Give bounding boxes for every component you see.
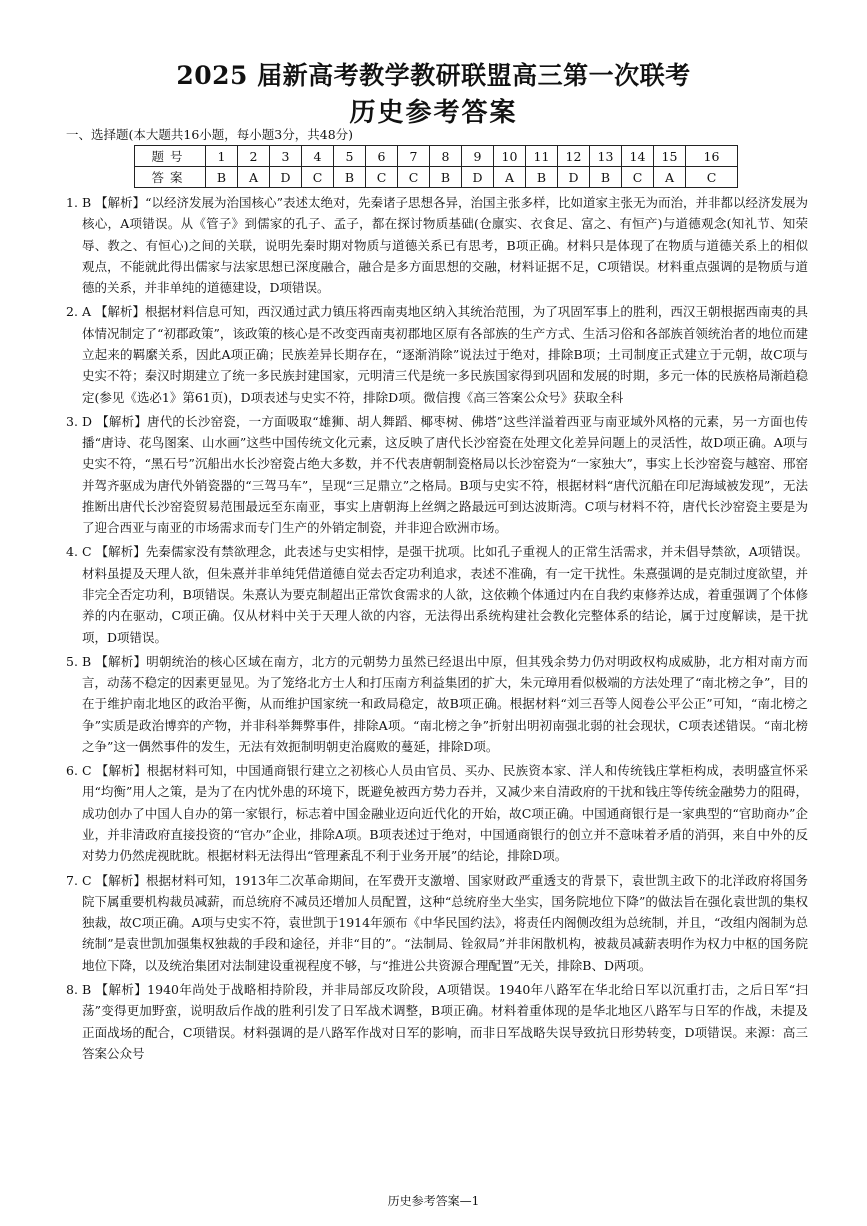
item-text: D 【解析】唐代的长沙窑瓷，一方面吸取“雄狮、胡人舞蹈、椰枣树、佛塔”这些洋溢着西亚与南亚域外风格的元素，另一方面也传播“唐诗、花鸟图案、山水画”这些中国传统文化元素，这反映了唐代长沙窑瓷在处理文化差异问题上的灵活性，故D项正确。A项与史实不符，“黑石号”沉船出水长沙窑瓷占绝大多数，并不代表唐朝制瓷格局以长沙窑瓷为“一家独大”，事实上长沙窑瓷与越窑、邢窑并驾齐驱成为唐代外销瓷器的“三驾马车”，呈现“三足鼎立”之格局。B项与史实不符，根据材料“唐代沉船在印尼海域被发现”，无法推断出唐代长沙窑瓷贸易范围最远至东南亚，事实上唐朝海上丝绸之路最远可到达波斯湾。C项与材料不符，唐代长沙窑瓷主要是为了迎合西亚与南亚的市场需求而专门生产的外销定制瓷，并非迎合欧洲市场。: [82, 413, 808, 536]
question-number-cell: 16: [686, 146, 738, 167]
answer-cell: C: [686, 167, 738, 188]
explanation-item-4: [66, 541, 808, 647]
item-number: 8.: [66, 981, 78, 997]
answer-table-number-row: [135, 146, 738, 167]
answer-cell: B: [590, 167, 622, 188]
section-heading: 一、选择题(本大题共16小题，每小题3分，共48分): [66, 127, 354, 142]
answer-table: [134, 145, 738, 188]
answer-table-answer-row: [135, 167, 738, 188]
explanation-item-5: [66, 651, 808, 757]
question-number-cell: 5: [334, 146, 366, 167]
row-label-answer: 答案: [135, 167, 206, 188]
answer-cell: B: [206, 167, 238, 188]
question-number-cell: 2: [238, 146, 270, 167]
page-subtitle: 历史参考答案: [349, 98, 518, 128]
answer-cell: C: [366, 167, 398, 188]
explanation-item-8: [66, 979, 808, 1064]
item-text: B 【解析】明朝统治的核心区域在南方，北方的元朝势力虽然已经退出中原，但其残余势力仍对明政权构成威胁，北方相对南方而言，动荡不稳定的因素更显见。为了笼络北方士人和打压南方利益集团的扩大，朱元璋用看似极端的方法处理了“南北榜之争”，目的在于维护南北地区的政治平衡，从而维护国家统一和政局稳定，故B项正确。根据材料“刘三吾等人阅卷公平公正”可知，“南北榜之争”实质是政治博弈的产物，并非科举舞弊事件，排除A项。“南北榜之争”折射出明初南强北弱的社会现状，C项表述错误。“南北榜之争”这一偶然事件的发生，无法有效扼制明朝吏治腐败的蔓延，排除D项。: [82, 653, 808, 754]
item-text: B 【解析】1940年尚处于战略相持阶段，并非局部反攻阶段，A项错误。1940年八路军在华北给日军以沉重打击，之后日军“扫荡”变得更加野蛮，说明敌后作战的胜利引发了日军战术调整，B项正确。材料着重体现的是华北地区八路军与日军的作战，未提及正面战场的配合，C项错误。材料强调的是八路军作战对日军的影响，而非日军战略失误导致抗日形势转变，D项错误。来源：高三答案公众号: [82, 981, 808, 1061]
page-title: 2025 届新高考教学教研联盟高三第一次联考: [176, 61, 691, 90]
answer-cell: D: [558, 167, 590, 188]
answer-cell: B: [334, 167, 366, 188]
page-footer: 历史参考答案—1: [387, 1194, 480, 1208]
explanation-item-1: [66, 192, 808, 298]
item-text: B 【解析】“以经济发展为治国核心”表述太绝对，先秦诸子思想各异，治国主张多样，比如道家主张无为而治，并非都以经济发展为核心，A项错误。从《管子》到儒家的孔子、孟子，都在探讨物质基础(仓廪实、衣食足、富之、有恒产)与道德观念(知礼节、知荣辱、教之、有恒心)之间的关联，说明先秦时期对物质与道德关系已有思考，B项正确。材料只是体现了在物质与道德关系上的相似观点，不能就此得出儒家与法家思想已深度融合，融合是多方面思想的交融，材料证据不足，C项错误。材料重点强调的是物质与道德的关系，并非单纯的道德建设，D项错误。: [82, 195, 808, 296]
question-number-cell: 15: [654, 146, 686, 167]
item-number: 2.: [66, 304, 78, 320]
question-number-cell: 7: [398, 146, 430, 167]
item-number: 3.: [66, 413, 78, 429]
question-number-cell: 14: [622, 146, 654, 167]
explanation-item-3: [66, 411, 808, 539]
answer-cell: A: [654, 167, 686, 188]
item-text: C 【解析】先秦儒家没有禁欲理念，此表述与史实相悖，是强干扰项。比如孔子重视人的正常生活需求，并未倡导禁欲，A项错误。材料虽提及天理人欲，但朱熹并非单纯凭借道德自觉去否定功利追求，表述不准确，有一定干扰性。朱熹强调的是克制过度欲望，并非完全否定功利，B项错误。朱熹认为要克制超出正常饮食需求的人欲，这依赖个体通过内在自我约束修养达成，着重强调了个体修养的内在驱动，C项正确。仅从材料中关于天理人欲的内容，无法得出系统构建社会教化完整体系的结论，属于过度解读，是干扰项，D项错误。: [82, 544, 808, 645]
item-text: A 【解析】根据材料信息可知，西汉通过武力镇压将西南夷地区纳入其统治范围，为了巩固军事上的胜利，西汉王朝根据西南夷的具体情况制定了“初郡政策”，该政策的核心是不改变西南夷初郡地区原有各部族的生产方式、生活习俗和各部族首领统治者的地位而建立起来的羁縻关系，因此A项正确；民族差异长期存在，“逐渐消除”说法过于绝对，排除B项；土司制度正式建立于元朝，故C项与史实不符；秦汉时期建立了统一多民族封建国家，元明清三代是统一多民族国家得到巩固和发展的时期，多元一体的民族格局渐趋稳定(参见《选必1》第61页)，D项表述与史实不符，排除D项。微信搜《高三答案公众号》获取全科: [82, 304, 808, 405]
question-number-cell: 11: [526, 146, 558, 167]
answer-cell: C: [622, 167, 654, 188]
item-number: 6.: [66, 763, 78, 779]
answer-cell: C: [398, 167, 430, 188]
item-text: C 【解析】根据材料可知，1913年二次革命期间，在军费开支激增、国家财政严重透支的背景下，袁世凯主政下的北洋政府将国务院下属重要机构裁员减薪，而总统府不减员还增加人员配置，这种“总统府坐大坐实，国务院地位下降”的做法旨在强化袁世凯的集权独裁，故C项正确。A项与史实不符，袁世凯于1914年颁布《中华民国约法》，将责任内阁侧改组为总统制，并且，“改组内阁制为总统制”是袁世凯加强集权独裁的手段和途径，并非“目的”。“法制局、铨叙局”并非闲散机构，被裁员减薪表明作为权力中枢的国务院地位下降，以及统治集团对法制建设重视程度不够，与“推进公共资源合理配置”无关，排除B、D两项。: [82, 872, 808, 973]
item-number: 4.: [66, 544, 78, 560]
answer-cell: D: [462, 167, 494, 188]
answer-cell: A: [494, 167, 526, 188]
question-number-cell: 4: [302, 146, 334, 167]
answer-cell: B: [526, 167, 558, 188]
item-number: 1.: [66, 195, 78, 210]
explanation-item-7: [66, 870, 808, 976]
question-number-cell: 6: [366, 146, 398, 167]
row-label-question: 题号: [135, 146, 206, 167]
question-number-cell: 12: [558, 146, 590, 167]
item-number: 7.: [66, 872, 78, 888]
question-number-cell: 1: [206, 146, 238, 167]
question-number-cell: 9: [462, 146, 494, 167]
answer-cell: B: [430, 167, 462, 188]
item-text: C 【解析】根据材料可知，中国通商银行建立之初核心人员由官员、买办、民族资本家、洋人和传统钱庄掌柜构成，表明盛宣怀采用“均衡”用人之策，是为了在内忧外患的环境下，既避免被西方势力吞并，又减少来自清政府的干扰和钱庄等传统金融势力的阻碍，成功创办了中国人自办的第一家银行，标志着中国金融业迈向近代化的开始，故C项正确。中国通商银行是一家典型的“官助商办”企业，并非清政府直接投资的“官办”企业，排除A项。B项表述过于绝对，中国通商银行的创立并不意味着矛盾的消弭，来自中外的反对势力仍然虎视眈眈。根据材料无法得出“管理紊乱不利于业务开展”的结论，排除D项。: [82, 763, 808, 864]
question-number-cell: 10: [494, 146, 526, 167]
item-number: 5.: [66, 653, 78, 669]
answer-cell: C: [302, 167, 334, 188]
explanation-item-6: [66, 760, 808, 866]
answer-cell: A: [238, 167, 270, 188]
explanation-list: [66, 192, 808, 1067]
question-number-cell: 8: [430, 146, 462, 167]
question-number-cell: 13: [590, 146, 622, 167]
answer-cell: D: [270, 167, 302, 188]
explanation-item-2: [66, 301, 808, 407]
question-number-cell: 3: [270, 146, 302, 167]
